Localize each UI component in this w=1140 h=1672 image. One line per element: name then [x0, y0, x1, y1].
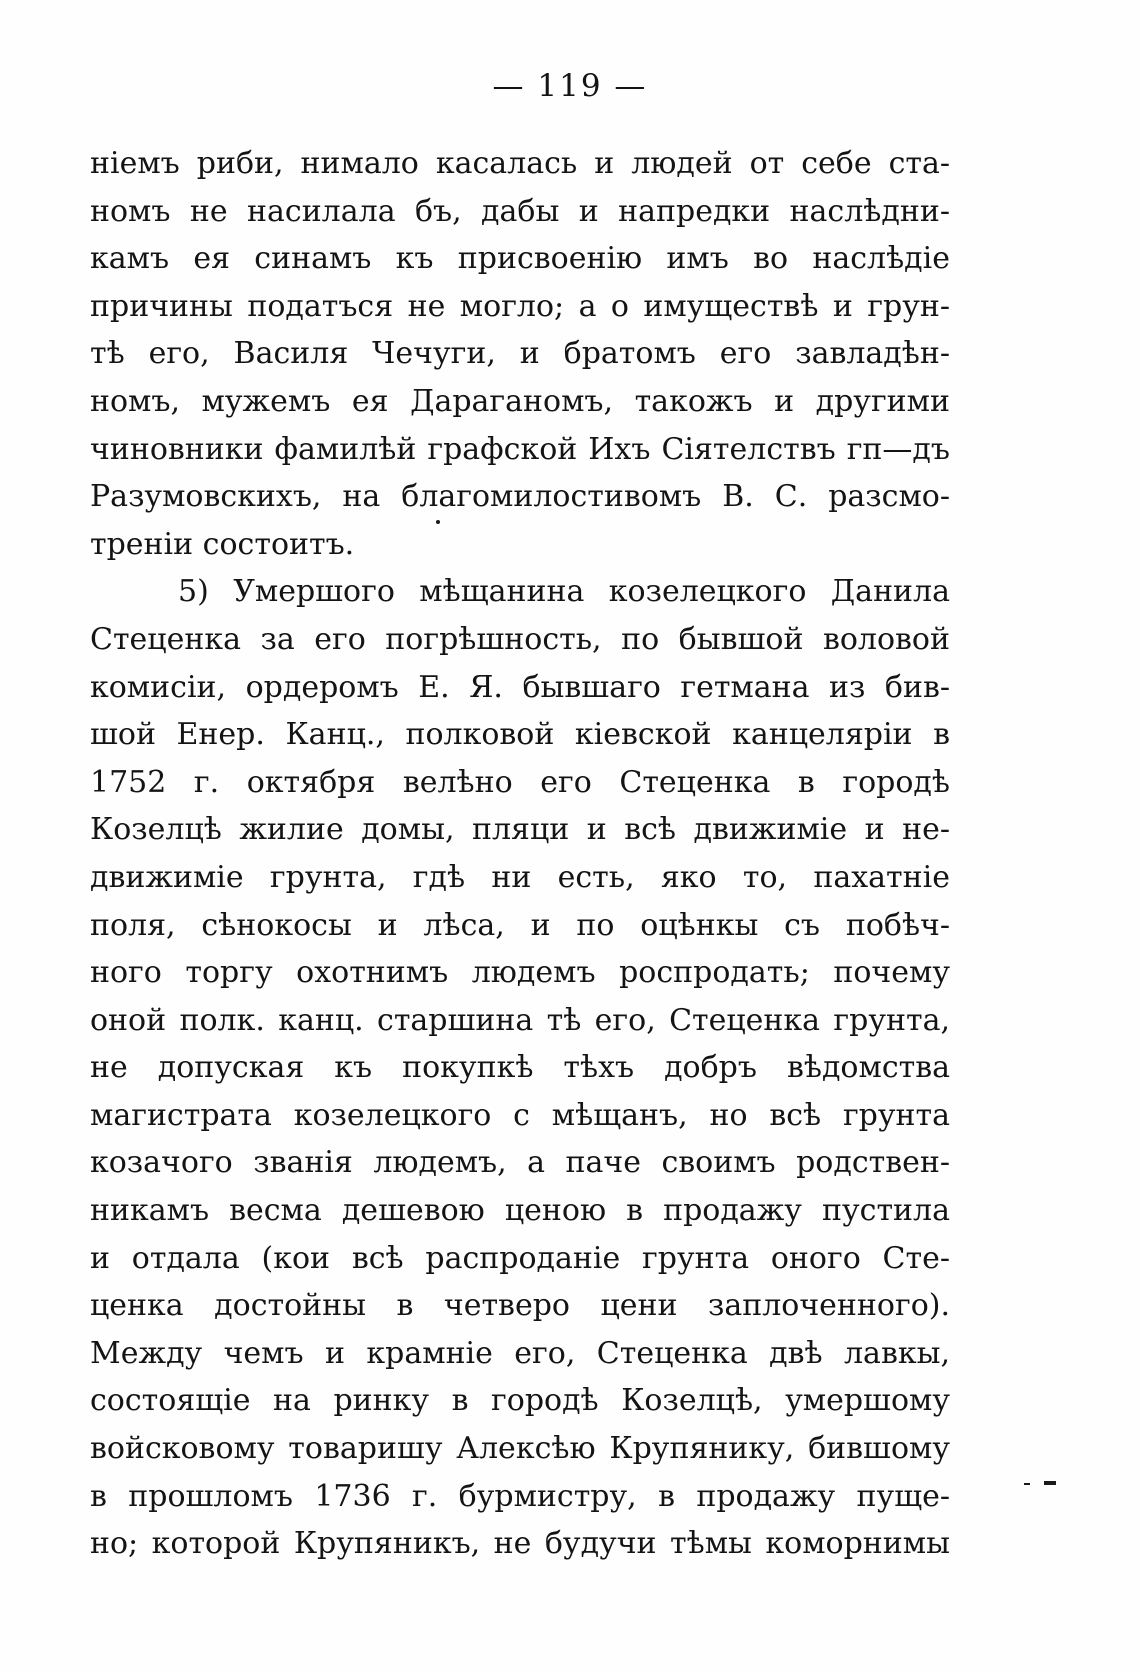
text-line: 5) Умершого мѣщанина козелецкого Данила: [178, 574, 950, 610]
text-line: треніи состоитъ.: [90, 526, 355, 562]
text-line: тѣ его, Василя Чечуги, и братомъ его завладѣн-: [90, 336, 950, 372]
text-line: ніемъ риби, нимало касалась и людей от себе ста-: [90, 146, 950, 181]
text-line: Стеценка за его погрѣшность, по бывшой воловой: [90, 621, 950, 657]
paragraph-item-5: [90, 568, 950, 1567]
text-line: оной полк. канц. старшина тѣ его, Стеценка грунта,: [90, 1002, 950, 1038]
text-line: номъ не насилала бъ, дабы и напредки наслѣдни-: [90, 193, 950, 229]
text-line: шой Енер. Канц., полковой кіевской канцеляріи в: [90, 717, 950, 753]
text-line: никамъ весма дешевою ценою в продажу пустила: [90, 1193, 950, 1229]
paragraph-continued: [90, 140, 950, 568]
text-line: но; которой Крупяникъ, не будучи тѣмы коморнимы: [90, 1526, 950, 1562]
text-line: состоящіе на ринку в городѣ Козелцѣ, умершому: [90, 1383, 950, 1419]
text-line: Козелцѣ жилие домы, пляци и всѣ движиміе и не-: [90, 812, 950, 848]
scan-speck: [436, 520, 440, 524]
text-line: и отдала (кои всѣ распроданіе грунта оного Сте-: [90, 1240, 950, 1276]
text-line: магистрата козелецкого с мѣщанъ, но всѣ грунта: [90, 1097, 950, 1133]
text-line: движиміе грунта, гдѣ ни есть, яко то, пахатніе: [90, 859, 950, 895]
page-number: — 119 —: [492, 68, 648, 104]
text-line: козачого званія людемъ, а паче своимъ родствен-: [90, 1145, 950, 1181]
text-line: 1752 г. октября велѣно его Стеценка в городѣ: [90, 764, 950, 800]
page-text: [90, 140, 950, 1568]
scan-speck: [1024, 1483, 1030, 1485]
text-line: Разумовскихъ, на благомилостивомъ В. С. разсмо-: [90, 479, 950, 515]
text-line: номъ, мужемъ ея Дараганомъ, такожъ и другими: [90, 383, 950, 419]
text-line: ного торгу охотнимъ людемъ роспродать; почему: [90, 955, 950, 991]
text-line: Между чемъ и крамніе его, Стеценка двѣ лавкы,: [90, 1335, 950, 1371]
text-line: войсковому товаришу Алексѣю Крупянику, бившому: [90, 1431, 950, 1467]
text-line: причины податъся не могло; а о имуществѣ и грун-: [90, 288, 950, 324]
text-line: комисіи, ордеромъ Е. Я. бывшаго гетмана из бив-: [90, 669, 950, 705]
text-line: поля, сѣнокосы и лѣса, и по оцѣнкы съ побѣч-: [90, 907, 950, 943]
text-line: чиновники фамилѣй графской Ихъ Сіятелствъ гп—дъ: [90, 431, 950, 467]
text-line: ценка достойны в четверо цени заплоченного).: [90, 1288, 950, 1324]
scan-speck: [1044, 1481, 1056, 1485]
text-line: в прошломъ 1736 г. бурмистру, в продажу пуще-: [90, 1478, 950, 1514]
text-line: не допуская къ покупкѣ тѣхъ добръ вѣдомства: [90, 1050, 950, 1086]
text-line: камъ ея синамъ къ присвоенію имъ во наслѣдіе: [90, 241, 950, 277]
